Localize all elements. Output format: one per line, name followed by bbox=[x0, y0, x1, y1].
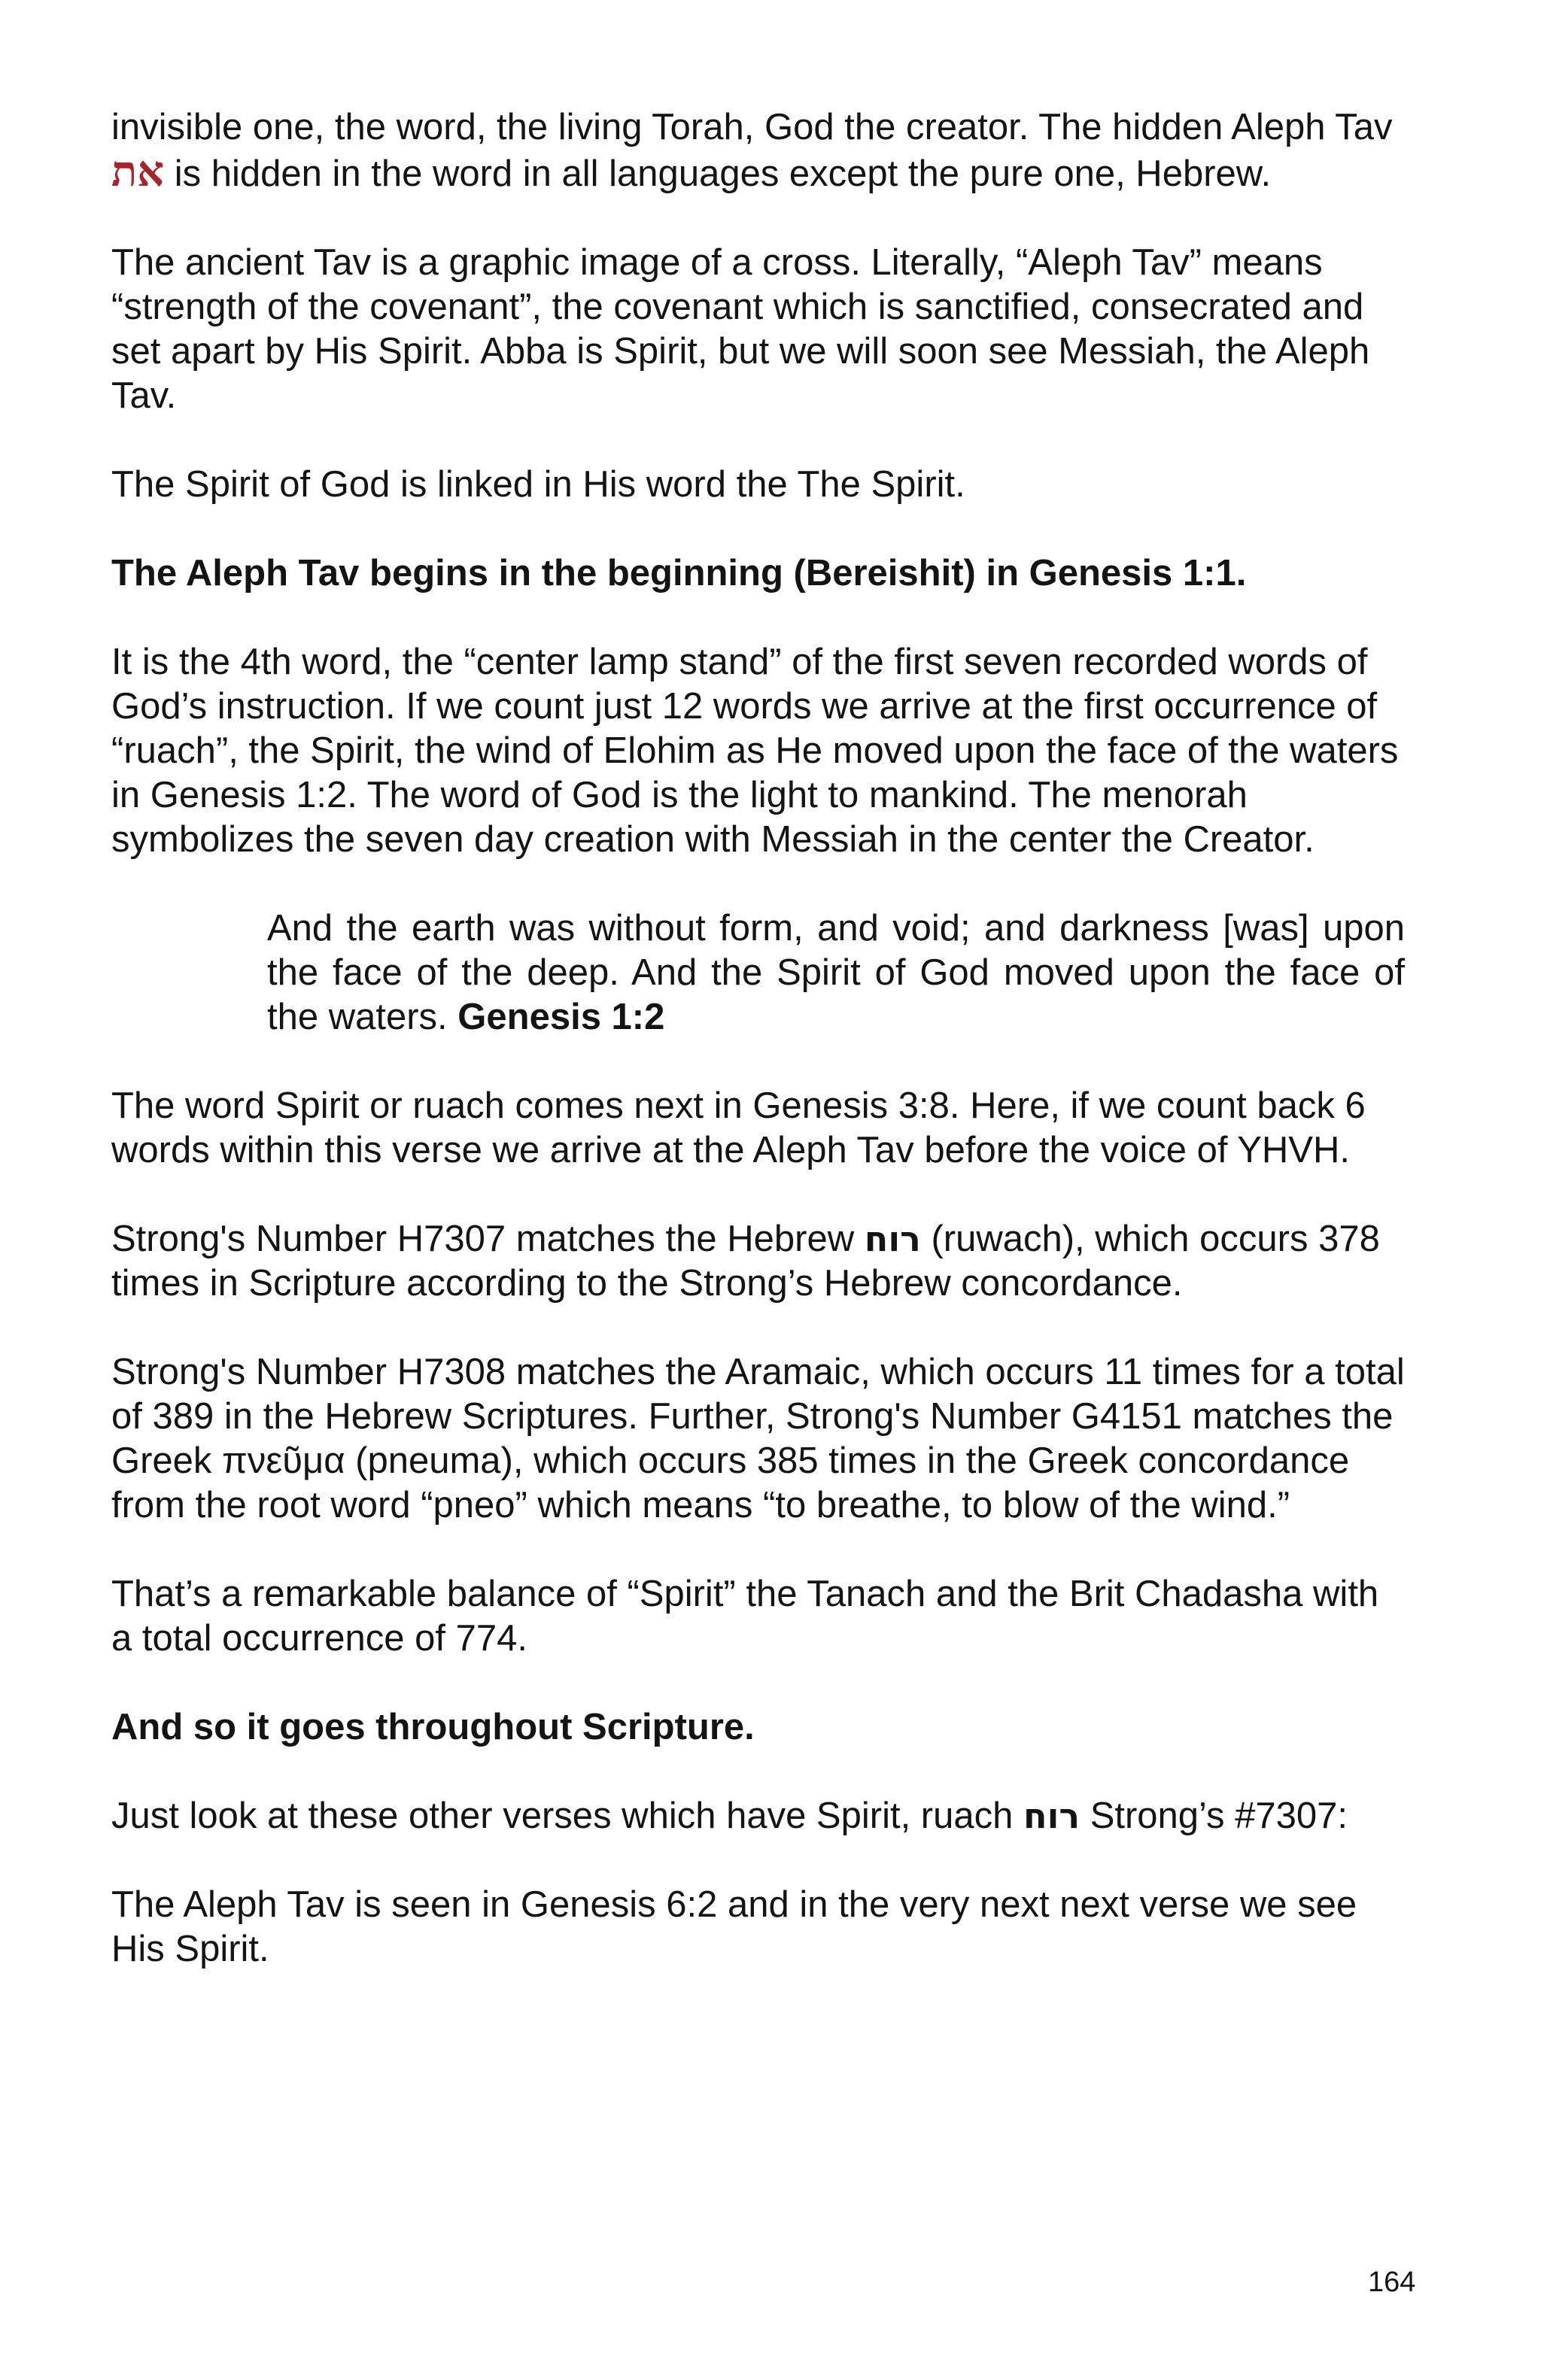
quote-reference: Genesis 1:2 bbox=[457, 997, 665, 1037]
aleph-tav-hebrew-glyph: את bbox=[111, 147, 165, 196]
quote-text: And the earth was without form, and void; and darkness [was] upon the face of the deep. And the Spirit of God moved upon the face of the waters. bbox=[267, 908, 1405, 1037]
heading-aleph-tav-beginning: The Aleph Tav begins in the beginning (Bereishit) in Genesis 1:1. bbox=[111, 553, 1247, 593]
page-number: 164 bbox=[1368, 2266, 1416, 2298]
scripture-quote bbox=[267, 906, 1405, 1040]
paragraph-text: invisible one, the word, the living Torah, God the creator. The hidden Aleph Tav bbox=[111, 107, 1393, 147]
paragraph-strongs-h7307 bbox=[111, 1217, 1406, 1306]
heading-throughout-scripture: And so it goes throughout Scripture. bbox=[111, 1707, 755, 1747]
paragraph-ancient-tav: The ancient Tav is a graphic image of a cross. Literally, “Aleph Tav” means “strength of the covenant”, the covenant which is sanctified, consecrated and set apart by His Spirit. Abba is Spirit, but we will soon see Messiah, the Aleph Tav. bbox=[111, 242, 1370, 416]
paragraph-strongs-h7308: Strong's Number H7308 matches the Aramaic, which occurs 11 times for a total of 389 in the Hebrew Scriptures. Further, Strong's Number G4151 matches the Greek πνεῦμα (pneuma), which occurs 385 times in the Greek concordance from the root word “pneo” which means “to breathe, to blow of the wind.” bbox=[111, 1352, 1405, 1525]
paragraph-spirit-linked: The Spirit of God is linked in His word the The Spirit. bbox=[111, 464, 965, 505]
paragraph-aleph-tav-hidden bbox=[111, 105, 1406, 196]
ruach-hebrew-word: רוח bbox=[864, 1219, 921, 1259]
page-body bbox=[111, 105, 1406, 2016]
ruach-hebrew-word: רוח bbox=[1023, 1796, 1081, 1836]
paragraph-text: Strong’s #7307: bbox=[1080, 1796, 1348, 1836]
paragraph-genesis-3-8: The word Spirit or ruach comes next in Genesis 3:8. Here, if we count back 6 words within this verse we arrive at the Aleph Tav before the voice of YHVH. bbox=[111, 1085, 1366, 1170]
paragraph-text: is hidden in the word in all languages except the pure one, Hebrew. bbox=[164, 153, 1272, 194]
paragraph-text: (ruwach), which occurs 378 times in Scripture according to the Strong’s Hebrew concordance. bbox=[111, 1219, 1380, 1304]
paragraph-text: Just look at these other verses which have Spirit, ruach bbox=[111, 1796, 1023, 1836]
paragraph-fourth-word: It is the 4th word, the “center lamp stand” of the first seven recorded words of God’s instruction. If we count just 12 words we arrive at the first occurrence of “ruach”, the Spirit, the wind of Elohim as He moved upon the face of the waters in Genesis 1:2. The word of God is the light to mankind. The menorah symbolizes the seven day creation with Messiah in the center the Creator. bbox=[111, 642, 1399, 860]
paragraph-remarkable-balance: That’s a remarkable balance of “Spirit” the Tanach and the Brit Chadasha with a total occurrence of 774. bbox=[111, 1574, 1379, 1659]
paragraph-text: Strong's Number H7307 matches the Hebrew bbox=[111, 1219, 865, 1259]
paragraph-genesis-6-2: The Aleph Tav is seen in Genesis 6:2 and in the very next next verse we see His Spirit. bbox=[111, 1884, 1357, 1969]
paragraph-other-verses bbox=[111, 1794, 1406, 1838]
